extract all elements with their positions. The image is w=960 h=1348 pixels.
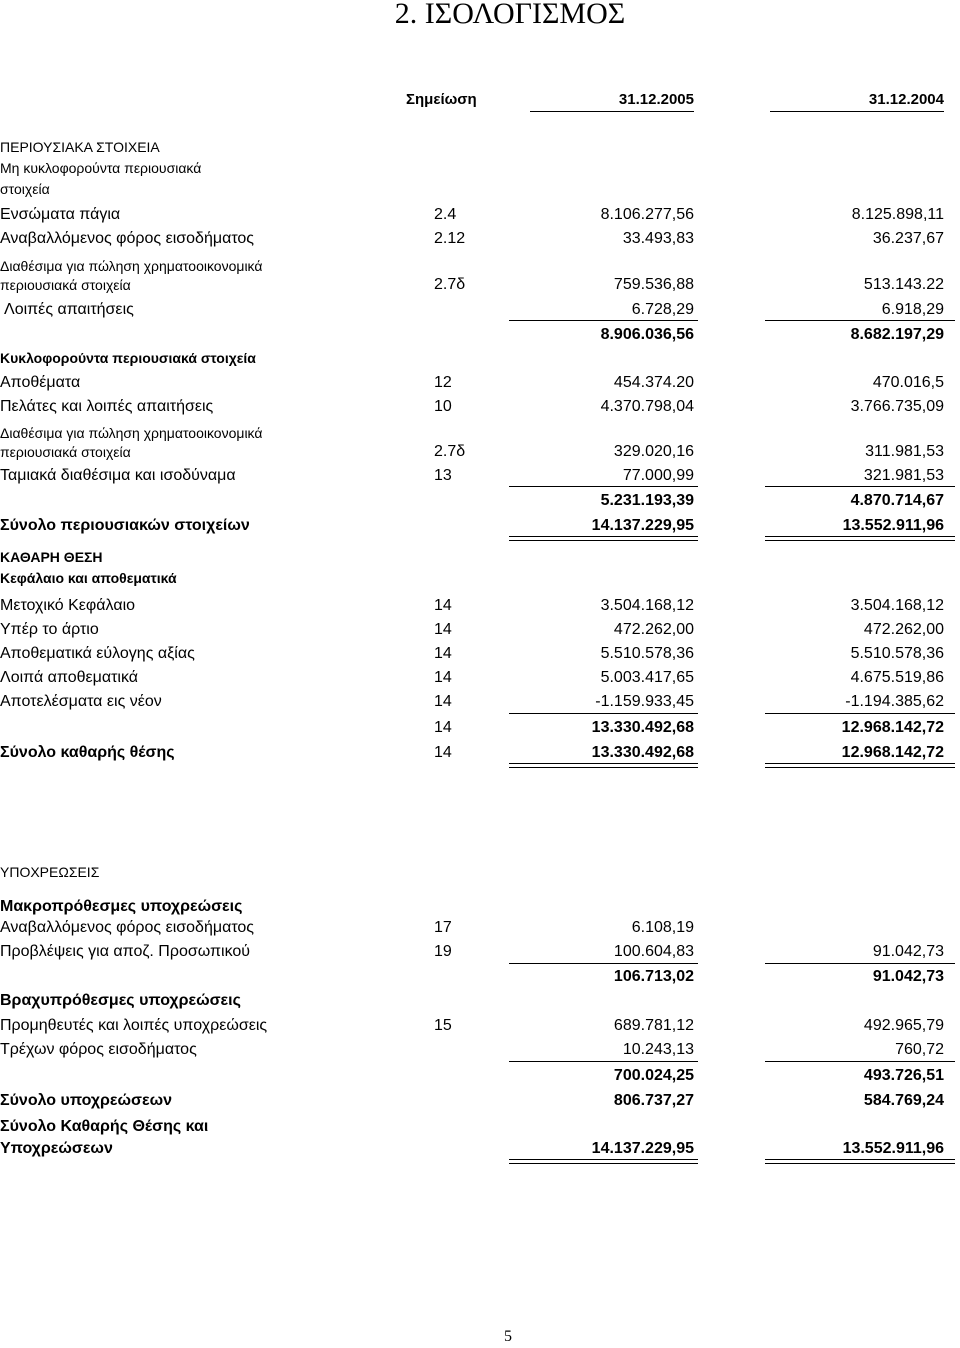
subtotal-rule [765, 320, 955, 321]
subtotal-rule [765, 713, 955, 714]
subtotal-rule [509, 1061, 698, 1062]
subtotal-rule [765, 486, 955, 487]
header-underline [530, 111, 694, 112]
year-2005-column-header: 31.12.2005 [618, 91, 694, 108]
subtotal-rule [509, 320, 698, 321]
subtotal-rule [765, 1061, 955, 1062]
total-double-rule [765, 536, 955, 541]
total-double-rule [765, 1159, 955, 1164]
header-underline [770, 111, 944, 112]
page-number: 5 [504, 1328, 512, 1345]
total-double-rule [509, 1159, 698, 1164]
subtotal-rule [509, 486, 698, 487]
year-2004-column-header: 31.12.2004 [868, 91, 944, 108]
subtotal-rule [509, 713, 698, 714]
subtotal-rule [765, 963, 955, 964]
total-double-rule [765, 763, 955, 768]
total-double-rule [509, 536, 698, 541]
subtotal-rule [509, 963, 698, 964]
page-title: 2. ΙΣΟΛΟΓΙΣΜΟΣ [394, 0, 626, 30]
note-column-header: Σημείωση [406, 91, 477, 108]
total-double-rule [509, 763, 698, 768]
